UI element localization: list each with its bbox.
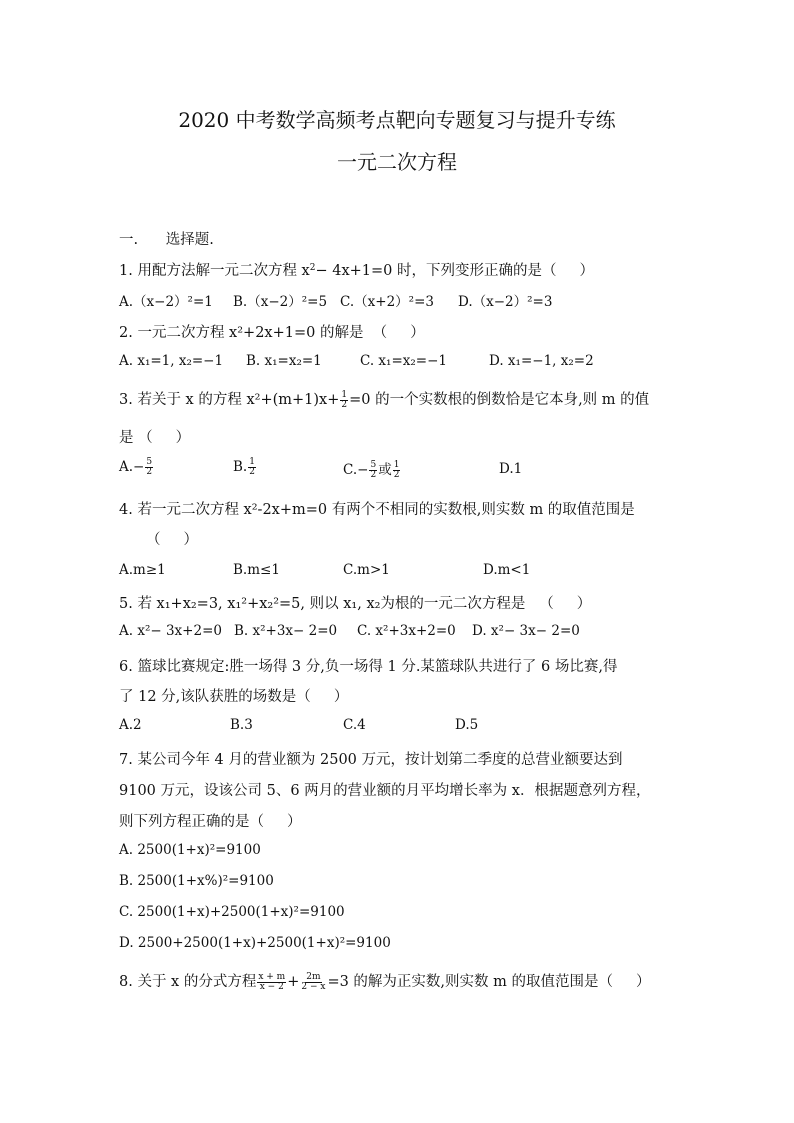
q7-option-d: D. 2500+2500(1+x)+2500(1+x)²=9100 [119, 935, 391, 951]
q5-option-d: D. x²− 3x− 2=0 [472, 623, 580, 639]
q2-option-c: C. x₁=x₂=−1 [360, 353, 448, 369]
q3-option-d: D.1 [499, 461, 523, 477]
question-2: 2. 一元二次方程 x²+2x+1=0 的解是 （ ） [119, 325, 425, 341]
question-4: 4. 若一元二次方程 x²-2x+m=0 有两个不相同的实数根,则实数 m 的取值范围是 [119, 502, 635, 518]
question-3 [119, 388, 649, 410]
question-8-text-tail: =3 的解为正实数,则实数 m 的取值范围是（ ） [327, 974, 651, 990]
q4-option-c: C.m>1 [343, 562, 390, 578]
q2-option-a: A. x₁=1, x₂=−1 [119, 353, 224, 369]
q1-option-d: D.（x−2）²=3 [458, 294, 553, 310]
question-6-continued: 了 12 分,该队获胜的场数是（ ） [119, 689, 349, 705]
question-7-line-2: 9100 万元，设该公司 5、6 两月的营业额的月平均增长率为 x．根据题意列方程， [119, 783, 651, 799]
q1-option-b: B.（x−2）²=5 [233, 294, 328, 310]
section-heading: 一. 选择题. [119, 232, 214, 248]
question-1-text: 1. 用配方法解一元二次方程 x [119, 263, 310, 279]
question-8-plus: + [287, 974, 300, 990]
question-4-blank: （ ） [146, 532, 199, 548]
question-5: 5. 若 x₁+x₂=3, x₁²+x₂²=5, 则以 x₁, x₂为根的一元二次方程是 （ ） [119, 596, 592, 612]
q1-option-c: C.（x+2）²=3 [340, 294, 434, 310]
question-1-text-tail: − 4x+1=0 时，下列变形正确的是（ ） [315, 263, 595, 279]
q6-option-d: D.5 [455, 717, 479, 733]
q3-option-b: B. $\frac{1}{2}$ [233, 457, 255, 477]
question-6: 6. 篮球比赛规定:胜一场得 3 分,负一场得 1 分.某篮球队共进行了 6 场比赛,得 [119, 659, 618, 675]
question-3-text: 3. 若关于 x 的方程 x²+(m+1)x+ [119, 392, 340, 408]
question-3-continued: 是 （ ） [119, 430, 191, 446]
question-8-text: 8. 关于 x 的分式方程 [119, 974, 257, 990]
question-1-exponent: 2 [309, 263, 316, 273]
q3-option-a: A.− $\frac{5}{2}$ [119, 457, 153, 477]
question-8-fraction-2: $\frac{2m}{2 - x}$ [301, 971, 326, 992]
q3-option-c: C.− $\frac{5}{2}$ 或 $\frac{1}{2}$ [343, 460, 400, 480]
question-8 [119, 970, 651, 992]
question-8-fraction-1: $\frac{x + m}{x - 2}$ [258, 971, 286, 992]
q5-option-b: B. x²+3x− 2=0 [234, 623, 338, 639]
q4-option-a: A.m≥1 [119, 562, 166, 578]
q7-option-b: B. 2500(1+x%)²=9100 [119, 873, 274, 889]
q1-option-a: A.（x−2）²=1 [119, 294, 213, 310]
q2-option-b: B. x₁=x₂=1 [246, 353, 322, 369]
question-7-line-3: 则下列方程正确的是（ ） [119, 814, 302, 830]
q2-option-d: D. x₁=−1, x₂=2 [489, 353, 594, 369]
document-subtitle: 一元二次方程 [337, 150, 457, 174]
q7-option-a: A. 2500(1+x)²=9100 [119, 842, 261, 858]
document-title: 2020 中考数学高频考点靶向专题复习与提升专练 [178, 108, 616, 132]
question-3-fraction: $\frac{1}{2}$ [341, 389, 348, 410]
question-7: 7. 某公司今年 4 月的营业额为 2500 万元，按计划第二季度的总营业额要达到 [119, 752, 623, 768]
question-1 [119, 259, 594, 280]
question-3-text-tail: =0 的一个实数根的倒数恰是它本身,则 m 的值 [349, 392, 650, 408]
q4-option-d: D.m<1 [483, 562, 531, 578]
q5-option-a: A. x²− 3x+2=0 [119, 623, 222, 639]
q7-option-c: C. 2500(1+x)+2500(1+x)²=9100 [119, 904, 345, 920]
q6-option-c: C.4 [343, 717, 366, 733]
q5-option-c: C. x²+3x+2=0 [357, 623, 456, 639]
q6-option-b: B.3 [230, 717, 253, 733]
q4-option-b: B.m≤1 [233, 562, 280, 578]
q6-option-a: A.2 [119, 717, 142, 733]
